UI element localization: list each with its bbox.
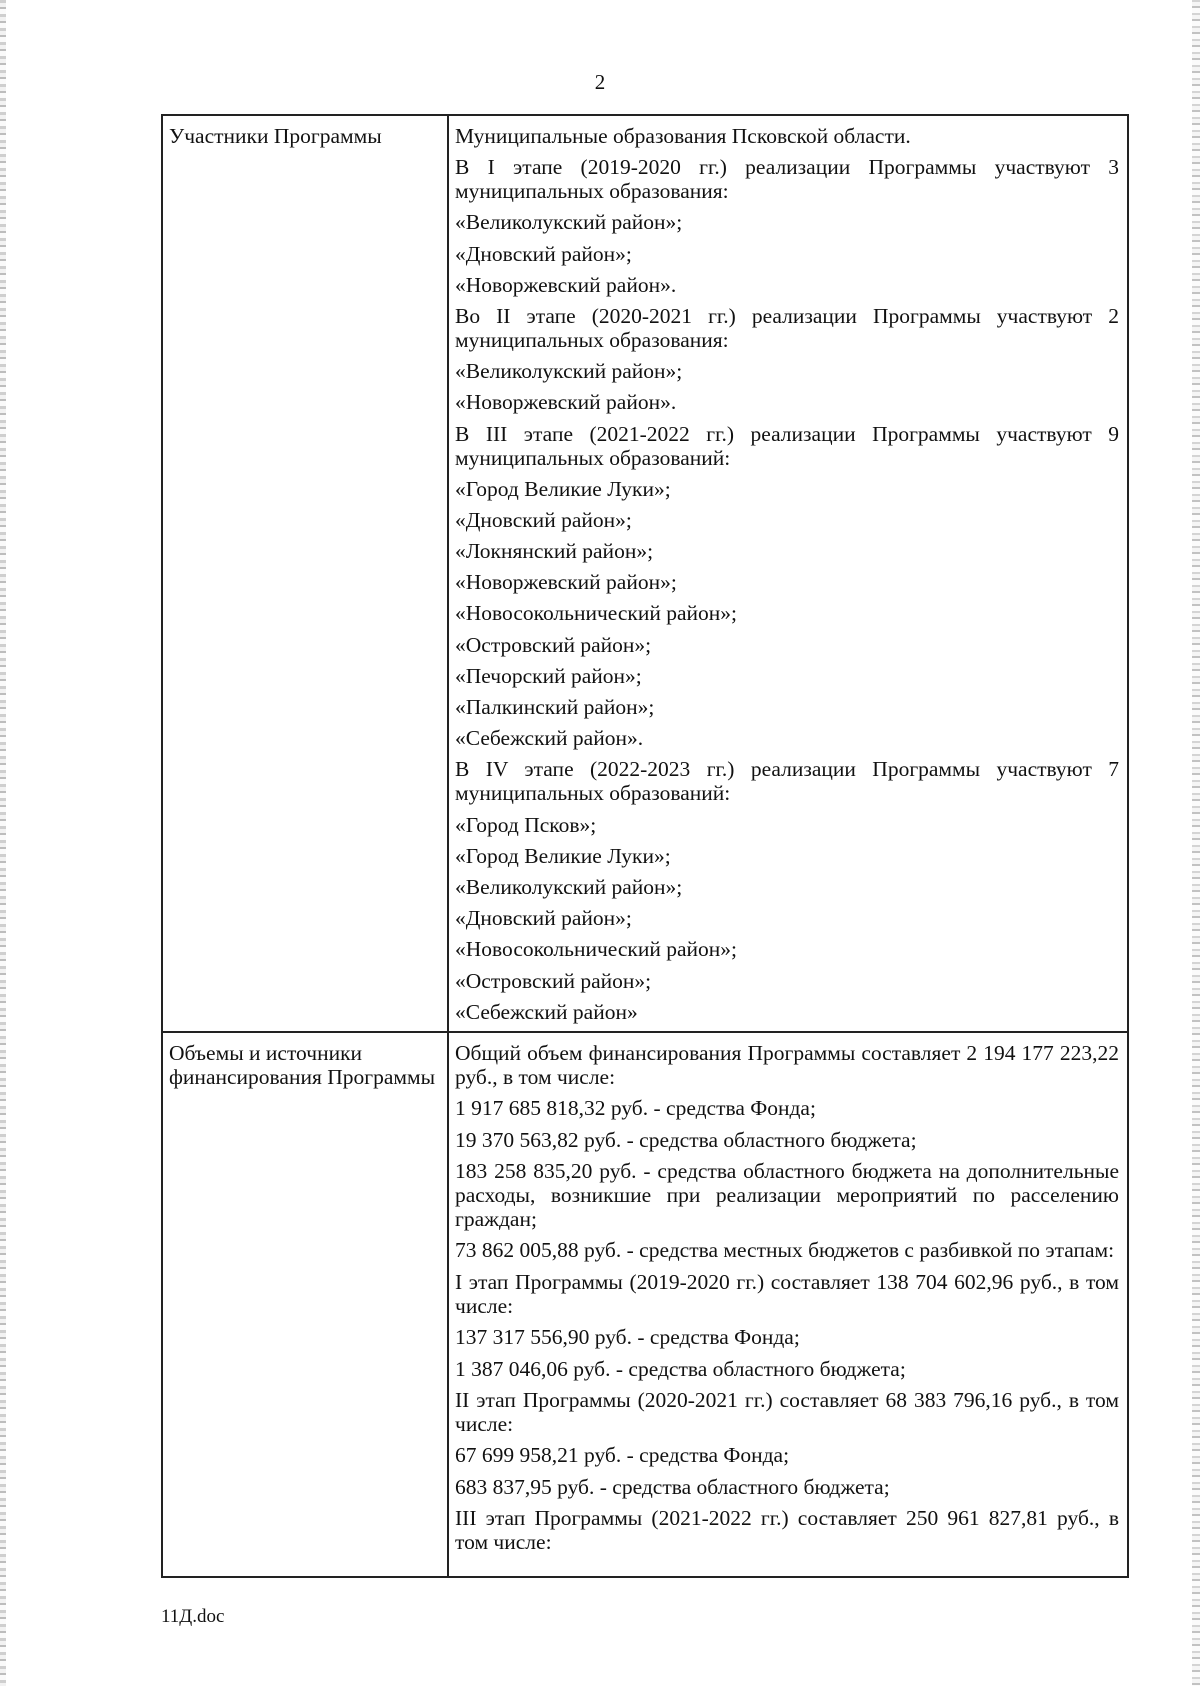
- content-line: II этап Программы (2020-2021 гг.) составляет 68 383 796,16 руб., в том числе:: [455, 1388, 1119, 1436]
- content-line: 1 387 046,06 руб. - средства областного бюджета;: [455, 1356, 906, 1381]
- content-line: 683 837,95 руб. - средства областного бюджета;: [455, 1474, 890, 1499]
- financing-content: [448, 1032, 1128, 1577]
- participants-label: Участники Программы: [162, 115, 448, 1032]
- content-line: «Локнянский район»;: [455, 539, 654, 564]
- content-line: «Палкинский район»;: [455, 695, 655, 719]
- content-line: «Город Псков»;: [455, 812, 597, 837]
- content-line: 73 862 005,88 руб. - средства местных бюджетов с разбивкой по этапам:: [455, 1238, 1115, 1263]
- scan-edge-right: [1192, 0, 1200, 1686]
- content-line: «Новосокольнический район»;: [455, 937, 738, 962]
- content-line: «Печорский район»;: [455, 663, 642, 688]
- page-number: 2: [594, 70, 606, 94]
- content-line: «Новоржевский район».: [455, 390, 677, 415]
- content-line: «Себежский район»: [455, 999, 638, 1024]
- content-line: «Новоржевский район»;: [455, 570, 677, 595]
- content-line: Во II этапе (2020-2021 гг.) реализации Программы участвуют 2 муниципальных образования:: [455, 303, 1119, 352]
- content-line: «Великолукский район»;: [455, 874, 683, 899]
- financing-label: Объемы и источники финансирования Программы: [162, 1032, 448, 1577]
- content-line: «Островский район»;: [455, 632, 652, 657]
- content-line: «Дновский район»;: [455, 241, 632, 266]
- content-line: III этап Программы (2021-2022 гг.) составляет 250 961 827,81 руб., в том числе:: [455, 1506, 1119, 1555]
- content-line: «Себежский район».: [455, 726, 644, 751]
- participants-content: [448, 115, 1128, 1032]
- table-row-financing: [162, 1032, 1128, 1577]
- content-line: Общий объем финансирования Программы составляет 2 194 177 223,22 руб., в том числе:: [455, 1040, 1119, 1089]
- content-line: «Город Великие Луки»;: [455, 843, 671, 868]
- content-line: «Город Великие Луки»;: [455, 476, 671, 501]
- content-line: «Дновский район»;: [455, 507, 632, 532]
- content-line: «Островский район»;: [455, 968, 652, 993]
- content-line: 67 699 958,21 руб. - средства Фонда;: [455, 1443, 790, 1468]
- scan-edge-left: [0, 0, 6, 1686]
- content-line: В IV этапе (2022-2023 гг.) реализации Программы участвуют 7 муниципальных образований:: [455, 757, 1119, 806]
- content-line: 19 370 563,82 руб. - средства областного бюджета;: [455, 1127, 917, 1152]
- table-row-participants: [162, 115, 1128, 1032]
- footer-file-name: 11Д.doc: [161, 1606, 225, 1627]
- content-line: В III этапе (2021-2022 гг.) реализации Программы участвуют 9 муниципальных образований:: [455, 421, 1119, 470]
- content-line: «Дновский район»;: [455, 906, 632, 931]
- content-line: «Великолукский район»;: [455, 359, 683, 384]
- content-line: 1 917 685 818,32 руб. - средства Фонда;: [455, 1096, 816, 1121]
- content-line: I этап Программы (2019-2020 гг.) составляет 138 704 602,96 руб., в том числе:: [455, 1269, 1119, 1318]
- content-line: «Новоржевский район».: [455, 272, 677, 297]
- content-line: 137 317 556,90 руб. - средства Фонда;: [455, 1325, 800, 1350]
- content-line: В I этапе (2019-2020 гг.) реализации Программы участвуют 3 муниципальных образования:: [455, 155, 1119, 204]
- content-line: Муниципальные образования Псковской области.: [455, 124, 911, 148]
- content-line: «Новосокольнический район»;: [455, 601, 738, 626]
- program-passport-table: [161, 114, 1129, 1578]
- content-line: 183 258 835,20 руб. - средства областного бюджета на дополнительные расходы, возникшие при реализации мероприятий по расселению граждан;: [455, 1159, 1119, 1232]
- content-line: «Великолукский район»;: [455, 210, 683, 235]
